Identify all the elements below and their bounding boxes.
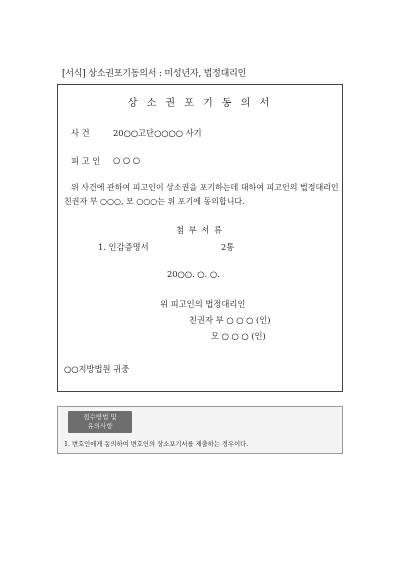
document-date: 20○○. ○. ○. xyxy=(167,269,220,279)
body-text-line-2: 친권자 부 ○○○, 모 ○○○는 위 포기에 동의합니다. xyxy=(64,197,245,206)
signer-heading: 위 피고인의 법정대리인 xyxy=(160,299,246,309)
document-form xyxy=(57,84,343,392)
attachments-heading: 첨 부 서 류 xyxy=(176,225,223,235)
instructions-panel xyxy=(57,406,343,454)
case-label: 사 건 xyxy=(71,128,90,138)
body-text-line-1: 위 사건에 관하여 피고인이 상소권을 포기하는데 대하여 피고인의 법정대리인 xyxy=(71,183,339,192)
attachment-count: 2통 xyxy=(221,242,235,252)
instructions-button-line-1: 접수방법 및 xyxy=(83,413,117,421)
signer-mother: 모 ○ ○ ○ (인) xyxy=(211,331,266,341)
court-addressee: ○○지방법원 귀중 xyxy=(64,364,130,374)
instructions-note: 1. 변호인에게 동의하여 변호인의 상소포기서를 제출하는 경우이다. xyxy=(64,441,249,448)
instructions-button-line-2: 유의사항 xyxy=(87,422,113,430)
attachment-item: 1. 인감증명서 xyxy=(98,242,149,252)
instructions-button[interactable] xyxy=(68,411,132,433)
document-title: 상 소 권 포 기 동 의 서 xyxy=(127,98,273,109)
form-label: [서식] 상소권포기동의서 : 미성년자, 법정대리인 xyxy=(62,69,247,79)
signer-father: 친권자 부 ○ ○ ○ (인) xyxy=(189,315,271,325)
defendant-label: 피 고 인 xyxy=(71,156,101,166)
case-value: 20○○고단○○○○ 사기 xyxy=(113,128,202,138)
defendant-name: ○ ○ ○ xyxy=(113,155,140,165)
